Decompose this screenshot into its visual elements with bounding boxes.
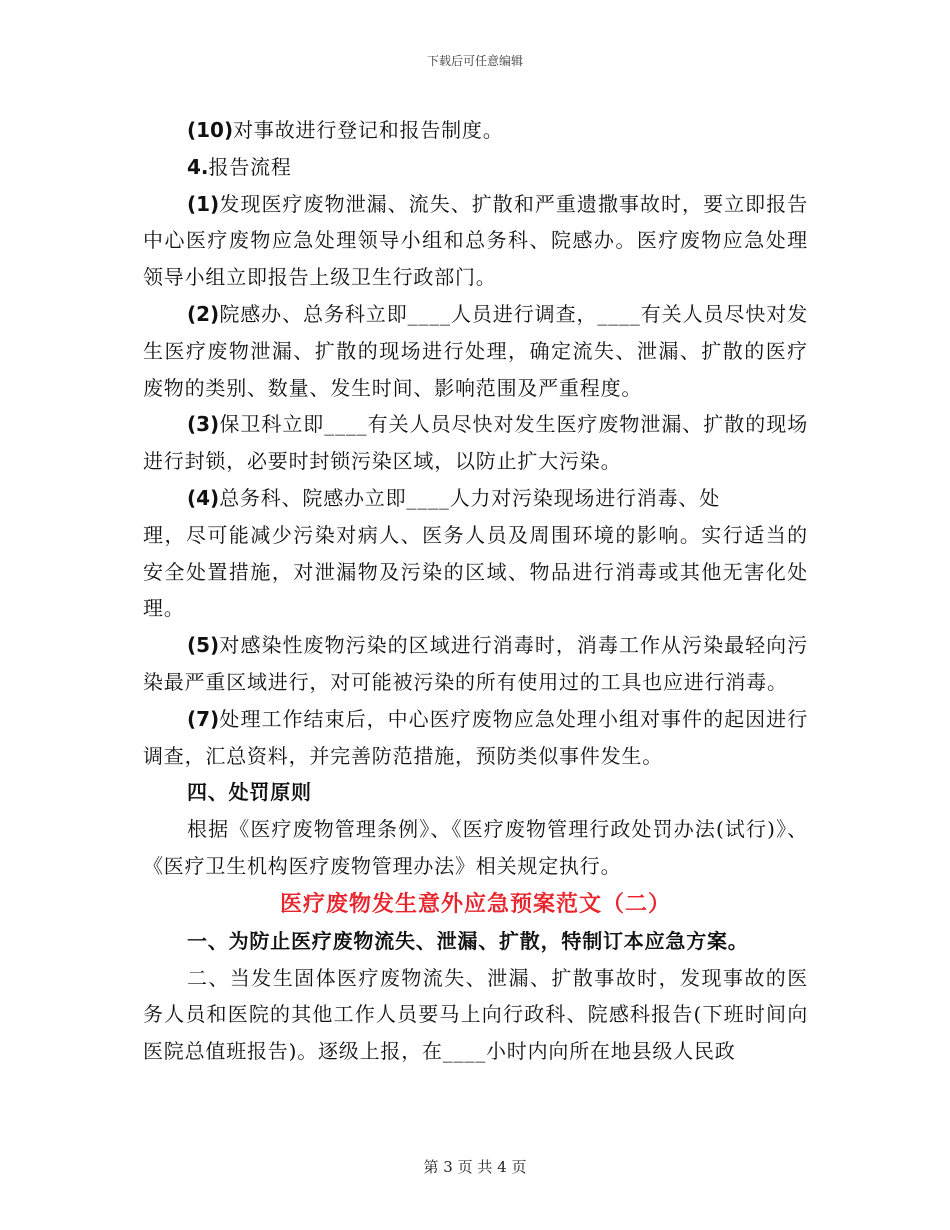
document-title-2: 医疗废物发生意外应急预案范文（二） [279,890,671,917]
item-4-continued: 理，尽可能减少污染对病人、医务人员及周围环境的影响。实行适当的安全处置措施，对泄漏物及污染的区域、物品进行消毒或其他无害化处理。 [143,522,808,621]
item-5 [143,627,808,701]
item-number: (3) [187,412,220,437]
item-number: (10) [187,118,234,142]
item-text: 处理工作结束后，中心医疗废物应急处理小组对事件的起因进行调查，汇总资料，并完善防范措施，预防类似事件发生。 [143,706,808,768]
section-number: 4. [187,154,209,179]
item-2 [143,296,808,406]
item-1 [143,186,808,296]
section-1-paragraph: 一、为防止医疗废物流失、泄漏、扩散，特制订本应急方案。 [187,928,749,953]
item-text: 总务科、院感办立即____人力对污染现场进行消毒、处 [219,485,721,510]
document-body [143,112,808,1070]
section-4-heading [143,149,808,186]
section-title: 报告流程 [208,154,292,179]
item-number: (4) [187,485,220,510]
item-10 [143,112,808,149]
item-number: (1) [187,191,220,216]
item-4 [143,480,808,517]
item-text: 保卫科立即____有关人员尽快对发生医疗废物泄漏、扩散的现场进行封锁，必要时封锁污染区域，以防止扩大污染。 [143,412,808,474]
item-number: (2) [187,301,220,326]
penalty-paragraph: 根据《医疗废物管理条例》、《医疗废物管理行政处罚办法(试行)》、《医疗卫生机构医疗废物管理办法》相关规定执行。 [143,817,808,878]
section-penalty-heading: 四、处罚原则 [187,780,312,805]
item-7 [143,701,808,775]
item-number: (5) [187,633,220,658]
page-number-footer: 第 3 页 共 4 页 [423,1158,527,1176]
section-2-paragraph: 二、当发生固体医疗废物流失、泄漏、扩散事故时，发现事故的医务人员和医院的其他工作人员要马上向行政科、院感科报告(下班时间向医院总值班报告)。逐级上报，在____小时内向所在地县级人民政 [143,965,808,1064]
item-3 [143,406,808,480]
item-text: 对感染性废物污染的区域进行消毒时，消毒工作从污染最轻向污染最严重区域进行，对可能被污染的所有使用过的工具也应进行消毒。 [143,633,808,694]
item-number: (7) [187,706,220,731]
page-header-note: 下载后可任意编辑 [426,54,523,68]
item-text: 对事故进行登记和报告制度。 [233,118,504,142]
item-text: 发现医疗废物泄漏、流失、扩散和严重遗撒事故时，要立即报告中心医疗废物应急处理领导小组和总务科、院感办。医疗废物应急处理领导小组立即报告上级卫生行政部门。 [143,191,808,290]
item-text: 院感办、总务科立即____人员进行调查，____有关人员尽快对发生医疗废物泄漏、扩散的现场进行处理，确定流失、泄漏、扩散的医疗废物的类别、数量、发生时间、影响范围及严重程度。 [143,301,808,400]
